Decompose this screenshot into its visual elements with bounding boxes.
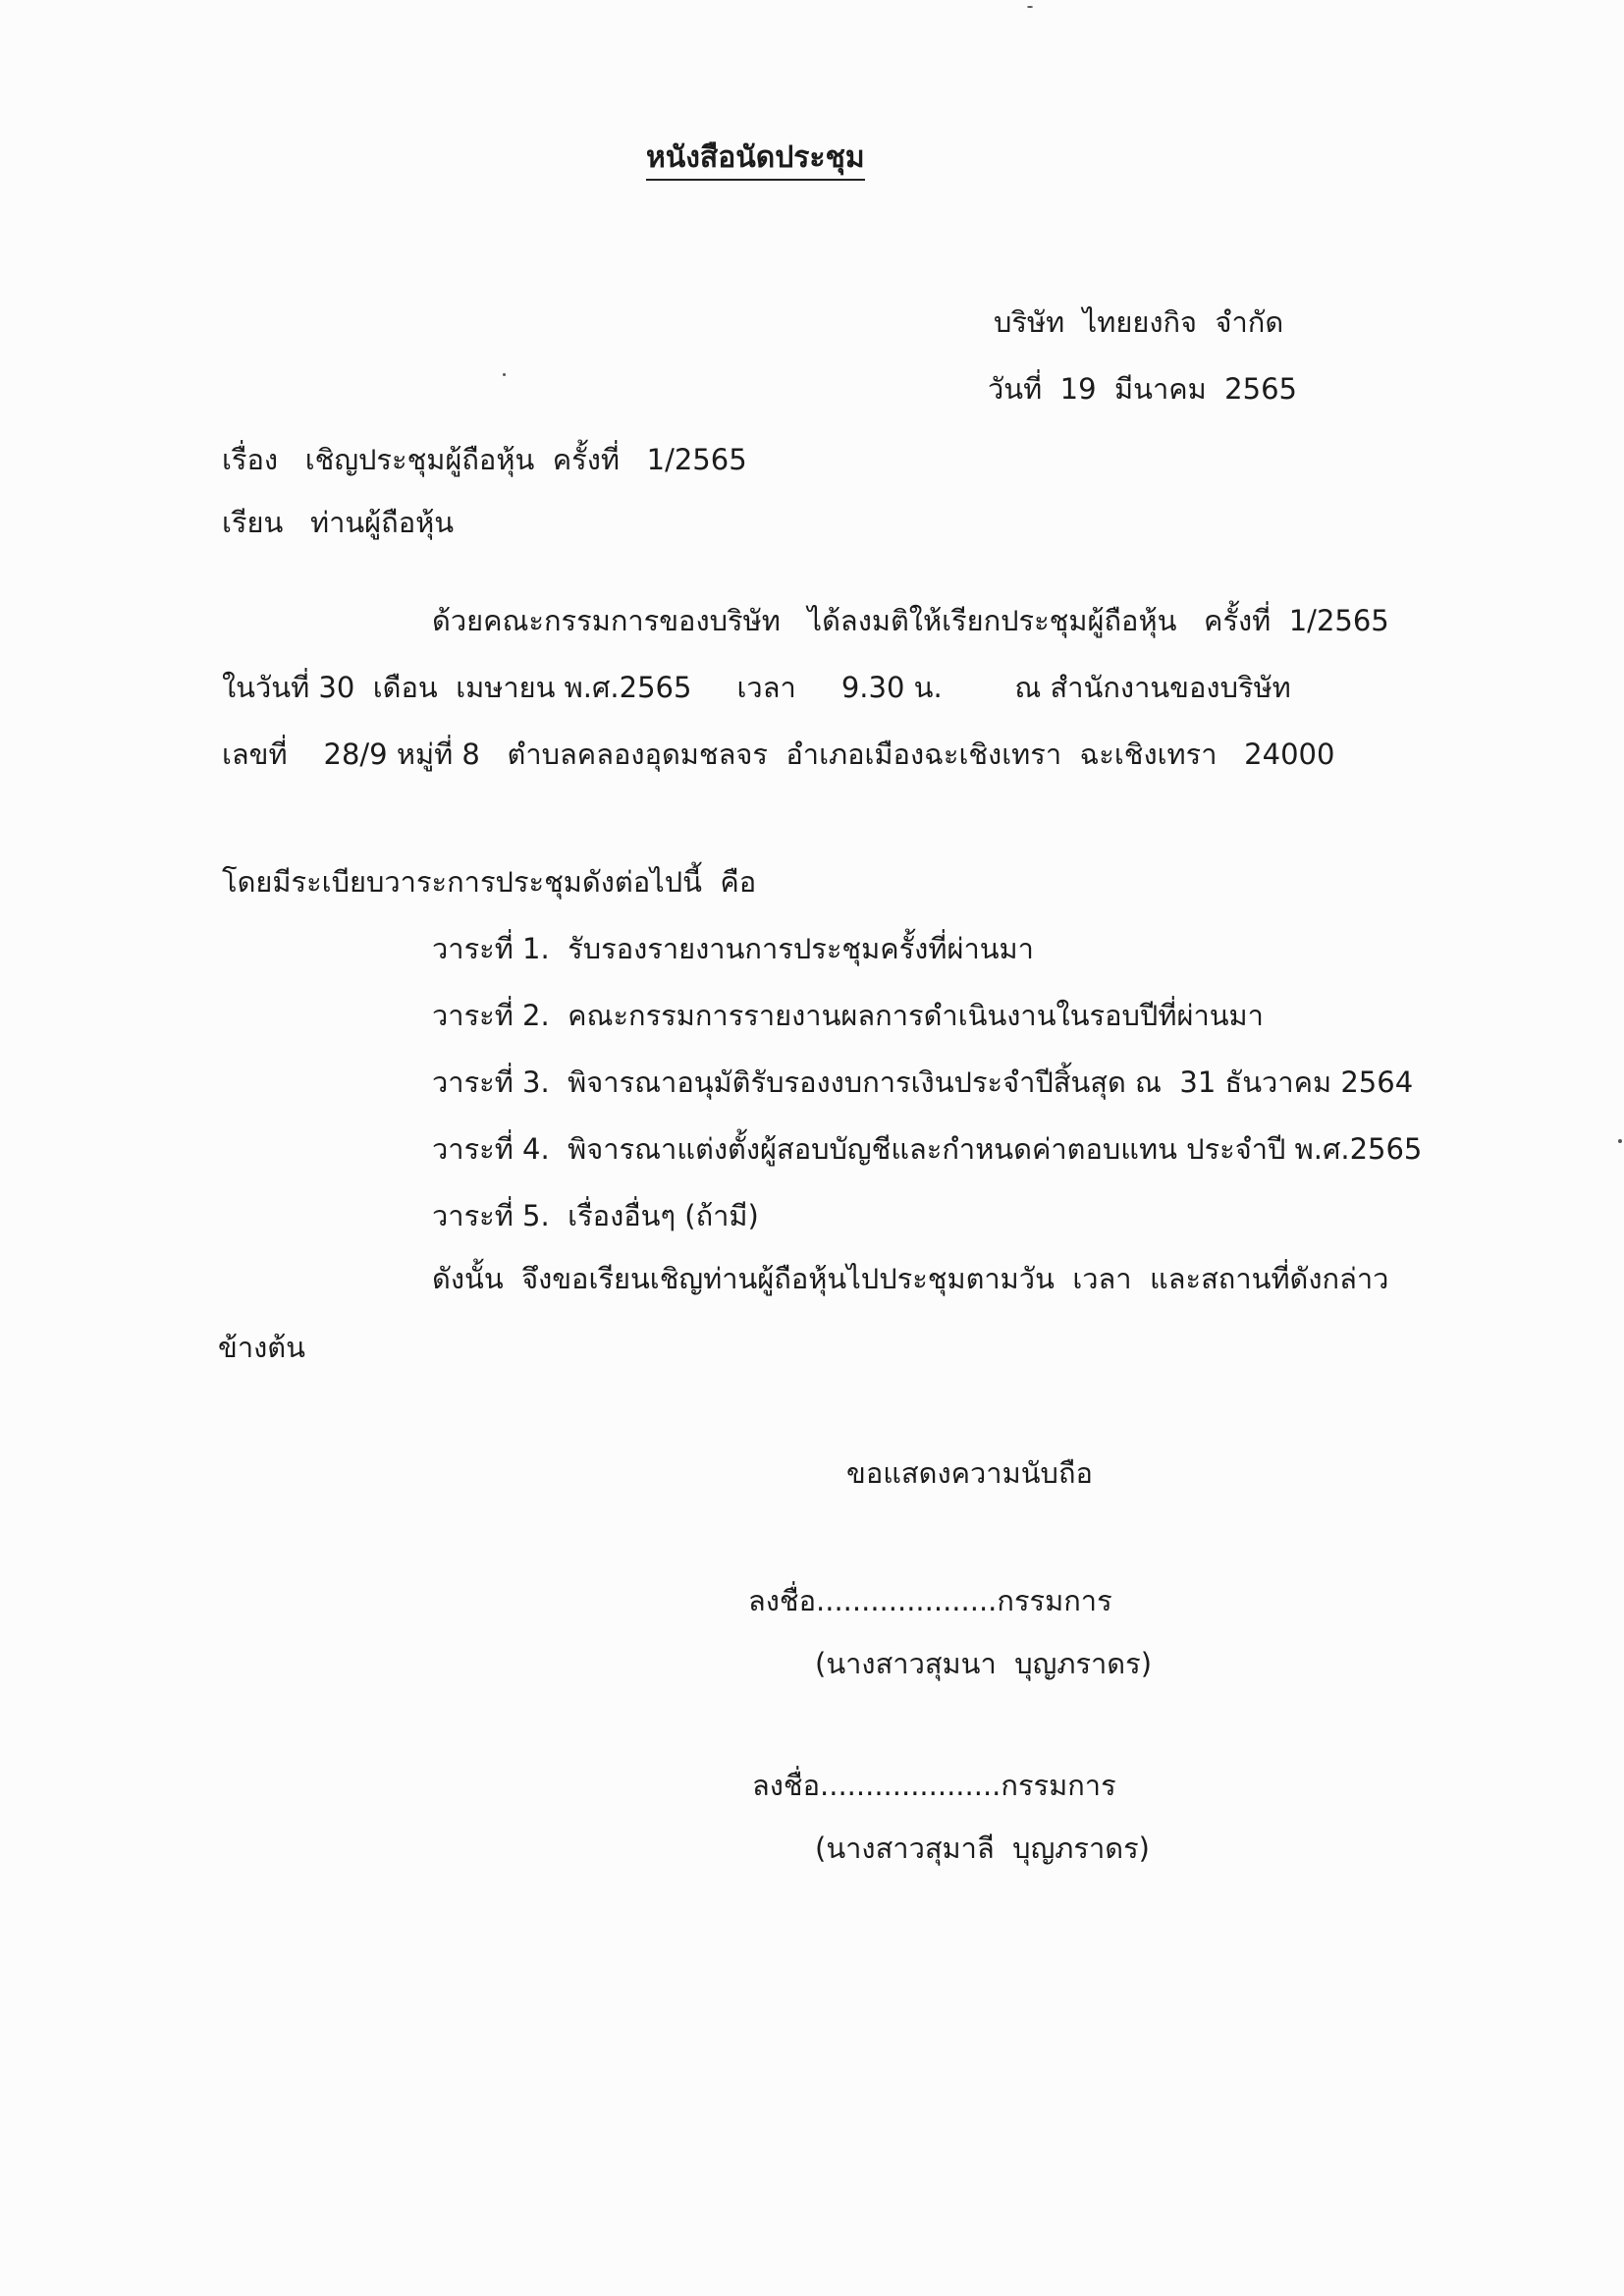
- agenda-item: วาระที่ 2. คณะกรรมการรายงานผลการดำเนินงานในรอบปีที่ผ่านมา: [432, 999, 1264, 1032]
- scan-speck: [503, 373, 506, 376]
- subject-line: เรื่อง เชิญประชุมผู้ถือหุ้น ครั้งที่ 1/2565: [222, 443, 747, 476]
- agenda-intro: โดยมีระเบียบวาระการประชุมดังต่อไปนี้ คือ: [222, 865, 757, 899]
- page-title: หนังสือนัดประชุม: [646, 139, 865, 181]
- signature-line: ลงชื่อ....................กรรมการ: [748, 1584, 1112, 1617]
- salutation-line: เรียน ท่านผู้ถือหุ้น: [222, 506, 455, 539]
- regards: ขอแสดงความนับถือ: [846, 1456, 1093, 1490]
- agenda-item: วาระที่ 4. พิจารณาแต่งตั้งผู้สอบบัญชีและกำหนดค่าตอบแทน ประจำปี พ.ศ.2565: [432, 1132, 1423, 1166]
- signature-line: ลงชื่อ....................กรรมการ: [752, 1769, 1116, 1802]
- company-name: บริษัท ไทยยงกิจ จำกัด: [994, 305, 1284, 339]
- agenda-item: วาระที่ 5. เรื่องอื่นๆ (ถ้ามี): [432, 1199, 759, 1232]
- body-line: เลขที่ 28/9 หมู่ที่ 8 ตำบลคลองอุดมชลจร อำเภอเมืองฉะเชิงเทรา ฉะเชิงเทรา 24000: [222, 738, 1335, 771]
- closing-line: ดังนั้น จึงขอเรียนเชิญท่านผู้ถือหุ้นไปประชุมตามวัน เวลา และสถานที่ดังกล่าว: [432, 1262, 1389, 1295]
- letter-date: วันที่ 19 มีนาคม 2565: [988, 372, 1297, 406]
- scan-speck: [1618, 1139, 1622, 1143]
- body-line: ในวันที่ 30 เดือน เมษายน พ.ศ.2565 เวลา 9.30 น. ณ สำนักงานของบริษัท: [222, 671, 1291, 704]
- closing-line: ข้างต้น: [218, 1331, 305, 1364]
- scan-speck: [1027, 6, 1033, 8]
- signatory-name: (นางสาวสุมนา บุญภราดร): [815, 1647, 1153, 1680]
- agenda-item: วาระที่ 3. พิจารณาอนุมัติรับรองงบการเงินประจำปีสิ้นสุด ณ 31 ธันวาคม 2564: [432, 1066, 1414, 1099]
- signatory-name: (นางสาวสุมาลี บุญภราดร): [815, 1831, 1150, 1865]
- agenda-item: วาระที่ 1. รับรองรายงานการประชุมครั้งที่ผ่านมา: [432, 932, 1034, 965]
- body-line: ด้วยคณะกรรมการของบริษัท ได้ลงมติให้เรียกประชุมผู้ถือหุ้น ครั้งที่ 1/2565: [432, 604, 1389, 637]
